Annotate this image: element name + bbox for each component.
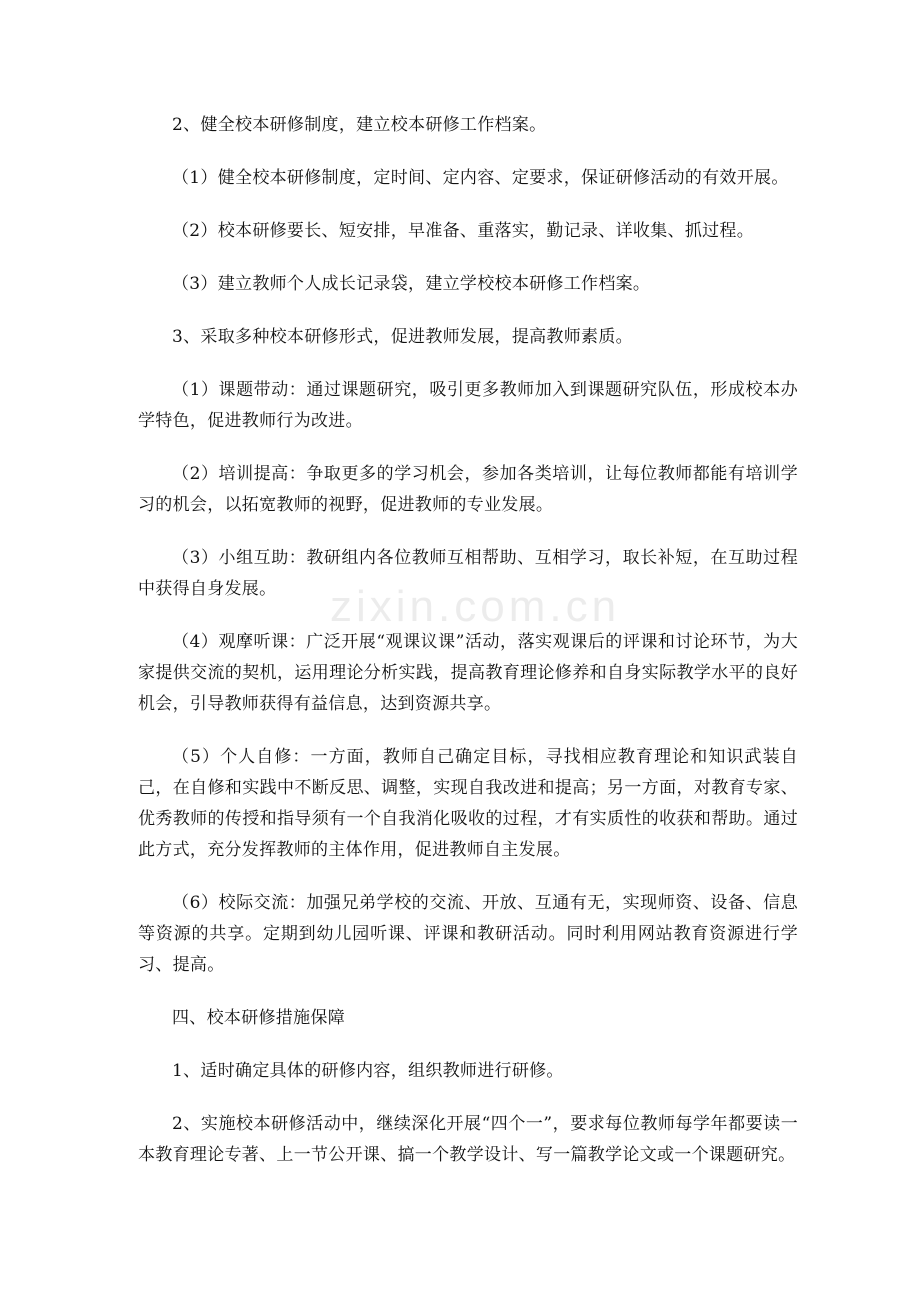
paragraph-item: （2）校本研修要长、短安排，早准备、重落实，勤记录、详收集、抓过程。 bbox=[172, 221, 755, 241]
document-page bbox=[138, 110, 798, 1193]
watermark-text: zixin.com.cn bbox=[330, 582, 621, 631]
paragraph-item: 2、实施校本研修活动中，继续深化开展“四个一”，要求每位教师每学年都要读一本教育理论专著、上一节公开课、搞一个教学设计、写一篇教学论文或一个课题研究。 bbox=[138, 1114, 798, 1165]
paragraph-item: （3）小组互助：教研组内各位教师互相帮助、互相学习，取长补短，在互助过程中获得自身发展。 bbox=[138, 548, 798, 599]
paragraph-item: （5）个人自修：一方面，教师自己确定目标，寻找相应教育理论和知识武装自己，在自修和实践中不断反思、调整，实现自我改进和提高；另一方面，对教育专家、优秀教师的传授和指导须有一个自我消化吸收的过程，才有实质性的收获和帮助。通过此方式，充分发挥教师的主体作用，促进教师自主发展。 bbox=[138, 747, 798, 860]
paragraph-item: （3）建立教师个人成长记录袋，建立学校校本研修工作档案。 bbox=[172, 274, 651, 294]
section-heading-3: 3、采取多种校本研修形式，促进教师发展，提高教师素质。 bbox=[172, 327, 633, 347]
paragraph-item: 1、适时确定具体的研修内容，组织教师进行研修。 bbox=[172, 1061, 564, 1081]
section-heading-2: 2、健全校本研修制度，建立校本研修工作档案。 bbox=[172, 115, 547, 135]
section-heading-four: 四、校本研修措施保障 bbox=[172, 1008, 345, 1028]
paragraph-item: （2）培训提高：争取更多的学习机会，参加各类培训，让每位教师都能有培训学习的机会，以拓宽教师的视野，促进教师的专业发展。 bbox=[138, 464, 798, 515]
paragraph-item: （4）观摩听课：广泛开展“观课议课”活动，落实观课后的评课和讨论环节，为大家提供交流的契机，运用理论分析实践，提高教育理论修养和自身实际教学水平的良好机会，引导教师获得有益信息，达到资源共享。 bbox=[138, 632, 798, 714]
paragraph-item: （1）健全校本研修制度，定时间、定内容、定要求，保证研修活动的有效开展。 bbox=[172, 168, 789, 188]
paragraph-item: （6）校际交流：加强兄弟学校的交流、开放、互通有无，实现师资、设备、信息等资源的共享。定期到幼儿园听课、评课和教研活动。同时利用网站教育资源进行学习、提高。 bbox=[138, 893, 798, 975]
paragraph-item: （1）课题带动：通过课题研究，吸引更多教师加入到课题研究队伍，形成校本办学特色，促进教师行为改进。 bbox=[138, 380, 798, 431]
